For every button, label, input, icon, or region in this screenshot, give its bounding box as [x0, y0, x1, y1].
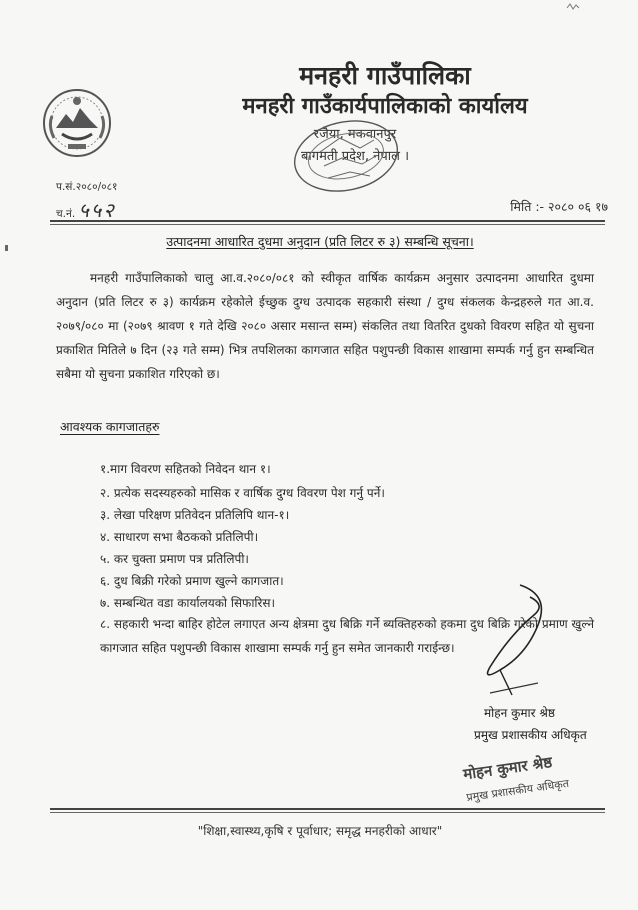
handwritten-signature	[460, 575, 560, 700]
scan-mark	[566, 2, 580, 12]
nepal-emblem-icon	[40, 86, 114, 160]
office-name: मनहरी गाउँकार्यपालिकाको कार्यालय	[242, 93, 528, 119]
notice-body	[56, 266, 594, 386]
notice-body-text: मनहरी गाउँपालिकाको चालु आ.व.२०८०/०८१ को स्वीकृत वार्षिक कार्यक्रम अनुसार उत्पादनमा आधारित दुधमा अनुदान (प्रति लिटर रु ३) कार्यक्रम रहेकोले ईच्छुक दुग्ध उत्पादक सहकारी संस्था / दुग्ध संकलक केन्द्रहरुले गत आ.व. २०७९/०८० मा (२०७९ श्रावण १ गते देखि २०८० असार मसान्त सम्म) संकलित तथा वितरित दुधको विवरण सहित यो सुचना प्रकाशित मितिले ७ दिन (२३ गते सम्म) भित्र तपशिलका कागजात सहित पशुपन्छी विकास शाखामा सम्पर्क गर्नु हुन सम्बन्धित सबैमा यो सुचना प्रकाशित गरिएको छ।	[56, 271, 594, 381]
signatory-title: प्रमुख प्रशासकीय अधिकृत	[474, 728, 587, 742]
document-item: १.माग विवरण सहितको निवेदन थान १।	[100, 462, 271, 476]
dispatch-label: च.नं.	[56, 208, 76, 220]
footer-divider-thin	[50, 812, 605, 813]
document-item: ३. लेखा परिक्षण प्रतिवेदन प्रतिलिपि थान-१।	[100, 508, 290, 522]
dispatch-ref	[56, 196, 116, 223]
letter-date: मिति :- २०८० ०६ १७	[510, 199, 608, 214]
office-seal-stamp	[290, 118, 402, 194]
document-item: २. प्रत्येक सदस्यहरुको मासिक र वार्षिक दुग्ध विवरण पेश गर्नु पर्ने।	[100, 486, 385, 500]
footer-divider	[50, 808, 605, 810]
signatory-name: मोहन कुमार श्रेष्ठ	[484, 706, 555, 720]
stamp-name: मोहन कुमार श्रेष्ठ	[462, 753, 554, 784]
document-item: ४. साधारण सभा बैठकको प्रतिलिपी।	[100, 530, 259, 544]
notice-subject: उत्पादनमा आधारित दुधमा अनुदान (प्रति लिटर रु ३) सम्बन्धि सूचना।	[166, 234, 474, 249]
footer-slogan: "शिक्षा,स्वास्थ्य,कृषि र पूर्वाधार; समृद्ध मनहरीको आधार"	[197, 824, 443, 838]
signatory-stamp	[456, 744, 606, 806]
required-documents-title: आवश्यक कागजातहरु	[60, 419, 160, 434]
document-item: ८. सहकारी भन्दा बाहिर होटेल लगाएत अन्य क्षेत्रमा दुध बिक्रि गर्ने ब्यक्तिहरुको हकमा दुध बिक्रि गरेको प्रमाण खुल्ने कागजात सहित पशुपन्छी विकास शाखामा सम्पर्क गर्नु हुन समेत जानकारी गराईन्छ।	[100, 617, 594, 655]
header-divider-thin	[50, 224, 605, 225]
document-item: ७. सम्बन्धित वडा कार्यालयको सिफारिस।	[100, 596, 276, 610]
stamp-title: प्रमुख प्रशासकीय अधिकृत	[465, 776, 570, 805]
fiscal-year-ref: प.सं.२०८०/०८१	[56, 181, 118, 193]
document-item: ६. दुध बिक्री गरेको प्रमाण खुल्ने कागजात।	[100, 574, 284, 588]
address-line-1: रजैया, मकवानपुर	[313, 127, 397, 142]
header-divider	[50, 220, 605, 222]
address-line-2: बागमती प्रदेश, नेपाल ।	[300, 149, 410, 164]
document-item: ५. कर चुक्ता प्रमाण पत्र प्रतिलिपी।	[100, 552, 249, 566]
punch-mark	[5, 245, 8, 251]
municipality-name: मनहरी गाउँपालिका	[299, 61, 471, 90]
dispatch-number: ५५२	[78, 198, 116, 222]
